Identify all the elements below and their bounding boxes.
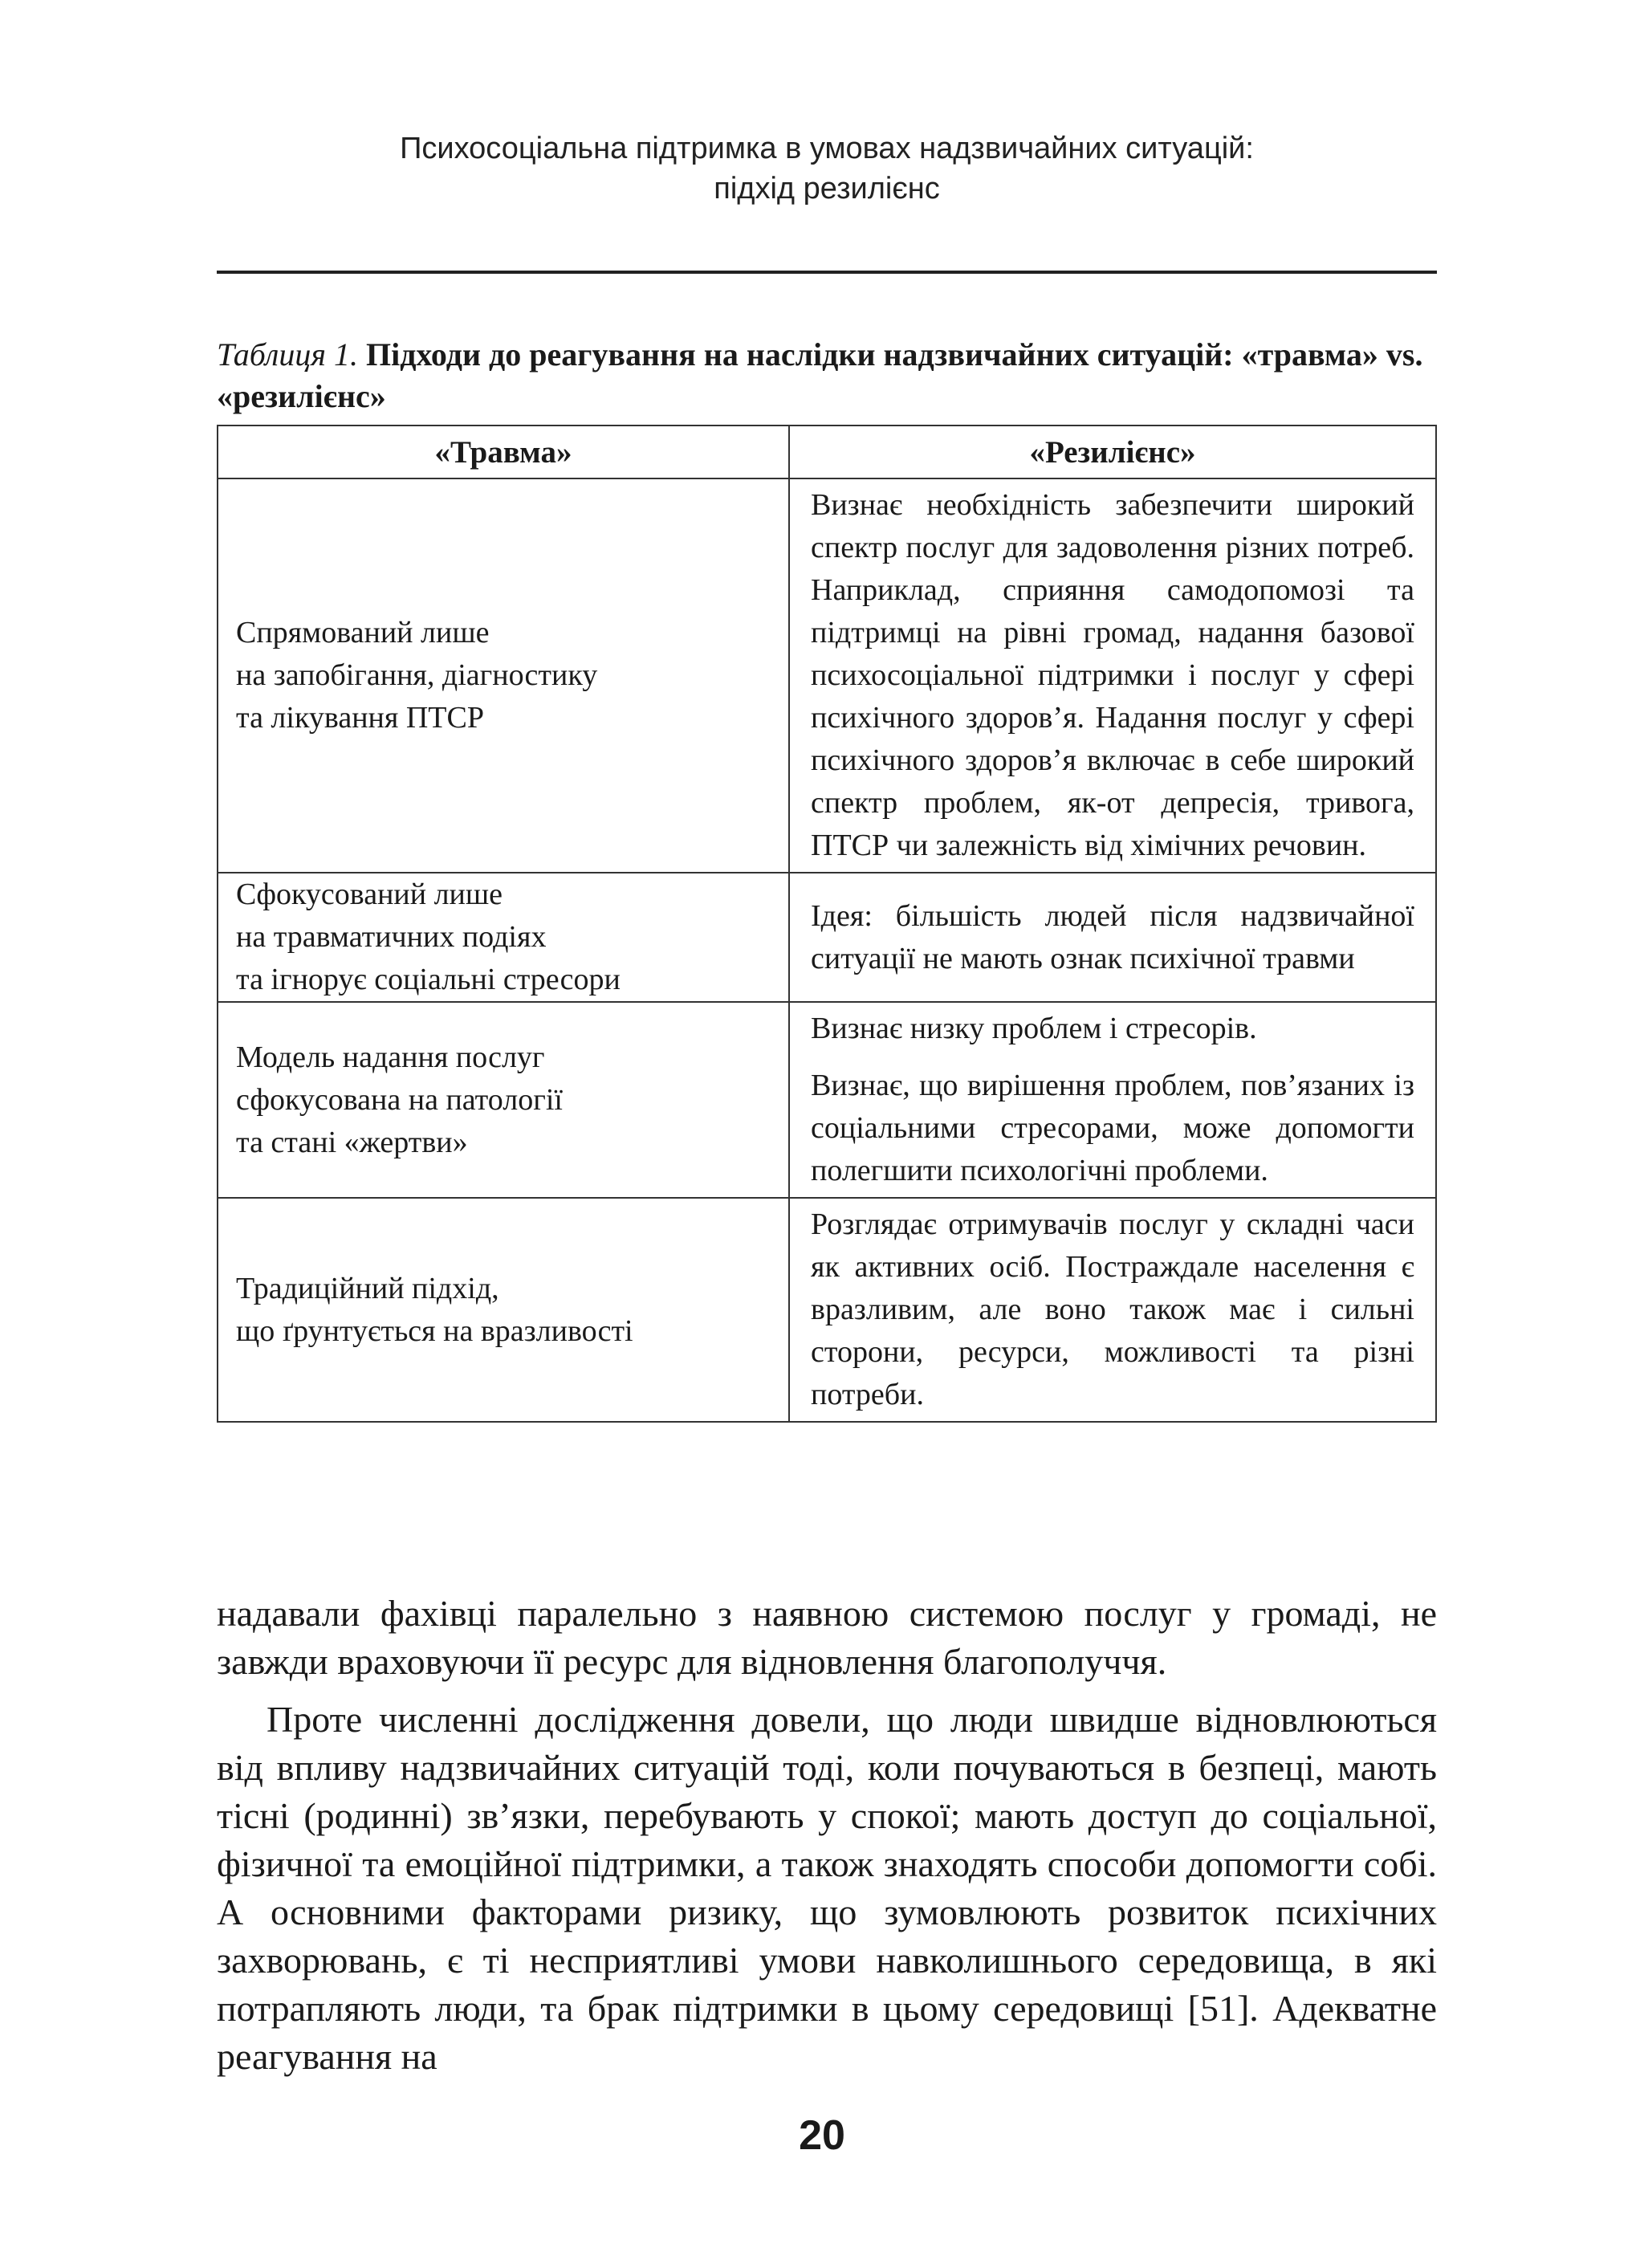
cell-line: та ігнорує соціальні стресори [236, 963, 621, 996]
cell-line: та стані «жертви» [236, 1125, 468, 1159]
page-number: 20 [799, 2112, 845, 2159]
running-head-line-2: підхід резилієнс [714, 172, 940, 206]
body-text [217, 1590, 1437, 2081]
table-caption [217, 334, 1437, 417]
trauma-cell [218, 1198, 789, 1422]
cell-line: Спрямований лише [236, 616, 490, 649]
cell-line: що ґрунтується на вразливості [236, 1313, 633, 1348]
comparison-table [217, 425, 1437, 1423]
cell-paragraph: Визнає низку проблем і стресорів. [811, 1012, 1257, 1045]
resilience-cell [789, 478, 1436, 873]
column-header-trauma: «Травма» [218, 426, 789, 478]
table-row [218, 478, 1436, 873]
cell-paragraph: Ідея: більшість людей після надзвичайної ситуації не мають ознак психічної травми [811, 898, 1414, 975]
resilience-cell [789, 1198, 1436, 1422]
column-header-resilience: «Резилієнс» [789, 426, 1436, 478]
running-head-line-1: Психосоціальна підтримка в умовах надзвичайних ситуацій: [400, 132, 1254, 165]
body-paragraph: надавали фахівці паралельно з наявною системою послуг у громаді, не завжди враховуючи її ресурс для відновлення благополуччя. [217, 1593, 1437, 1682]
cell-line: та лікування ПТСР [236, 701, 484, 735]
cell-paragraph: Визнає необхідність забезпечити широкий спектр послуг для задоволення різних потреб. Наприклад, сприяння самодопомозі та підтримці на рівні громад, надання базової психосоціальної підтримки і послуг у сфері психічного здоров’я. Надання послуг у сфері психічного здоров’я включає в себе широкий спектр проблем, як-от депресія, тривога, ПТСР чи залежність від хімічних речовин. [811, 488, 1414, 862]
header-rule [217, 271, 1437, 274]
body-paragraph: Проте численні дослідження довели, що люди швидше відновлюються від впливу надзвичайних ситуацій тоді, коли почуваються в безпеці, мають тісні (родинні) зв’язки, перебувають у спокої; мають доступ до соціальної, фізичної та емоційної підтримки, а також знаходять способи допомогти собі. А основними факторами ризику, що зумовлюють розвиток психічних захворювань, є ті несприятливі умови навколишнього середовища, в які потрапляють люди, та брак підтримки в цьому середовищі [51]. Адекватне реагування на [217, 1699, 1437, 2077]
resilience-cell [789, 873, 1436, 1002]
cell-line: на травматичних подіях [236, 920, 547, 954]
table-caption-title: Підходи до реагування на наслідки надзвичайних ситуацій: «травма» vs. «резилієнс» [217, 336, 1423, 414]
cell-line: Традиційний підхід, [236, 1271, 499, 1305]
cell-line: Модель надання послуг [236, 1040, 545, 1074]
trauma-cell [218, 1002, 789, 1198]
table-row [218, 873, 1436, 1002]
cell-line: на запобігання, діагностику [236, 658, 598, 692]
table-row [218, 1198, 1436, 1422]
table-header-row [218, 426, 1436, 478]
cell-line: сфокусована на патології [236, 1082, 563, 1117]
table-caption-label: Таблиця 1. [217, 336, 358, 373]
trauma-cell [218, 478, 789, 873]
cell-paragraph: Розглядає отримувачів послуг у складні часи як активних осіб. Постраждале населення є вразливим, але воно також має і сильні сторони, ресурси, можливості та різні потреби. [811, 1207, 1414, 1411]
trauma-cell [218, 873, 789, 1002]
cell-paragraph: Визнає, що вирішення проблем, пов’язаних із соціальними стресорами, може допомогти полегшити психологічні проблеми. [811, 1069, 1414, 1187]
running-head [217, 128, 1437, 209]
resilience-cell [789, 1002, 1436, 1198]
table-row [218, 1002, 1436, 1198]
cell-line: Сфокусований лише [236, 877, 503, 911]
